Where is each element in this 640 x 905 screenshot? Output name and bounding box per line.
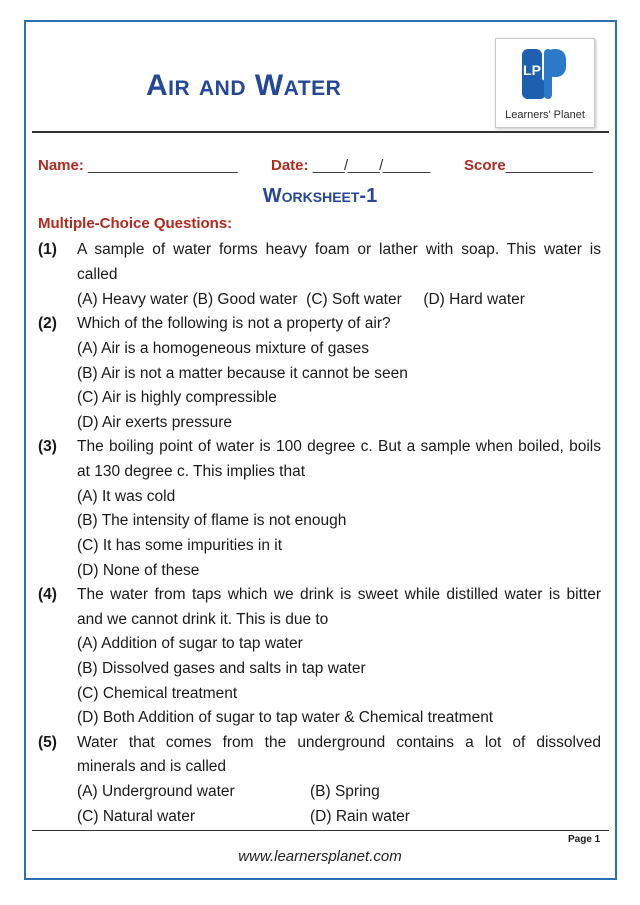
option: (C) Soft water bbox=[306, 291, 402, 308]
option: (D) Hard water bbox=[423, 291, 525, 308]
option: (B) The intensity of flame is not enough bbox=[77, 512, 347, 529]
option-inline bbox=[77, 290, 525, 310]
question-text: called bbox=[77, 266, 118, 283]
date-blank[interactable]: ____/____/______ bbox=[312, 157, 430, 174]
option: (C) Chemical treatment bbox=[77, 685, 238, 702]
website-link[interactable]: www.learnersplanet.com bbox=[238, 848, 402, 865]
option: (B) Dissolved gases and salts in tap water bbox=[77, 660, 366, 677]
learners-planet-logo-icon bbox=[518, 45, 574, 107]
name-blank[interactable]: ___________________ bbox=[88, 157, 238, 174]
worksheet-title: Worksheet-1 bbox=[262, 185, 378, 207]
question-number: (3) bbox=[38, 438, 57, 455]
option: (A) Air is a homogeneous mixture of gases bbox=[77, 340, 370, 357]
option: (B) Air is not a matter because it cannot be seen bbox=[77, 365, 408, 382]
option: (D) Rain water bbox=[310, 808, 410, 825]
name-field bbox=[38, 156, 237, 176]
logo-text: Learners' Planet bbox=[505, 109, 585, 121]
option: (C) It has some impurities in it bbox=[77, 537, 282, 554]
question-text: minerals and is called bbox=[77, 758, 227, 775]
question-number: (4) bbox=[38, 586, 57, 603]
option: (B) Spring bbox=[310, 783, 380, 800]
score-blank[interactable]: ___________ bbox=[505, 157, 592, 174]
option: (B) Good water bbox=[192, 291, 298, 308]
logo-mark-text: LP bbox=[523, 62, 541, 78]
section-title: Multiple-Choice Questions: bbox=[38, 215, 233, 232]
option: (C) Natural water bbox=[77, 808, 195, 825]
date-label: Date: bbox=[271, 157, 309, 174]
header-divider bbox=[32, 131, 609, 133]
question-text: Water that comes from the underground contains a lot of dissolved bbox=[77, 734, 601, 751]
footer-divider bbox=[32, 830, 609, 831]
logo bbox=[495, 38, 595, 128]
option: (D) Both Addition of sugar to tap water & Chemical treatment bbox=[77, 709, 494, 726]
question-text: at 130 degree c. This implies that bbox=[77, 463, 306, 480]
score-field bbox=[464, 156, 592, 176]
question-text: Which of the following is not a property of air? bbox=[77, 315, 391, 332]
question-text: The water from taps which we drink is sweet while distilled water is bitter bbox=[77, 586, 601, 603]
option: (D) None of these bbox=[77, 562, 200, 579]
name-label: Name: bbox=[38, 157, 84, 174]
option: (D) Air exerts pressure bbox=[77, 414, 233, 431]
score-label: Score bbox=[464, 157, 506, 174]
question-text: A sample of water forms heavy foam or lather with soap. This water is bbox=[77, 241, 601, 258]
page-number: Page 1 bbox=[568, 834, 601, 845]
page-title: Air and Water bbox=[146, 69, 342, 102]
question-text: and we cannot drink it. This is due to bbox=[77, 611, 329, 628]
question-text: The boiling point of water is 100 degree c. But a sample when boiled, boils bbox=[77, 438, 601, 455]
question-number: (2) bbox=[38, 315, 57, 332]
option: (A) Heavy water bbox=[77, 291, 189, 308]
option: (A) Underground water bbox=[77, 783, 235, 800]
date-field bbox=[271, 156, 430, 176]
option: (A) Addition of sugar to tap water bbox=[77, 635, 303, 652]
question-number: (1) bbox=[38, 241, 57, 258]
question-number: (5) bbox=[38, 734, 57, 751]
option: (C) Air is highly compressible bbox=[77, 389, 277, 406]
option: (A) It was cold bbox=[77, 488, 176, 505]
